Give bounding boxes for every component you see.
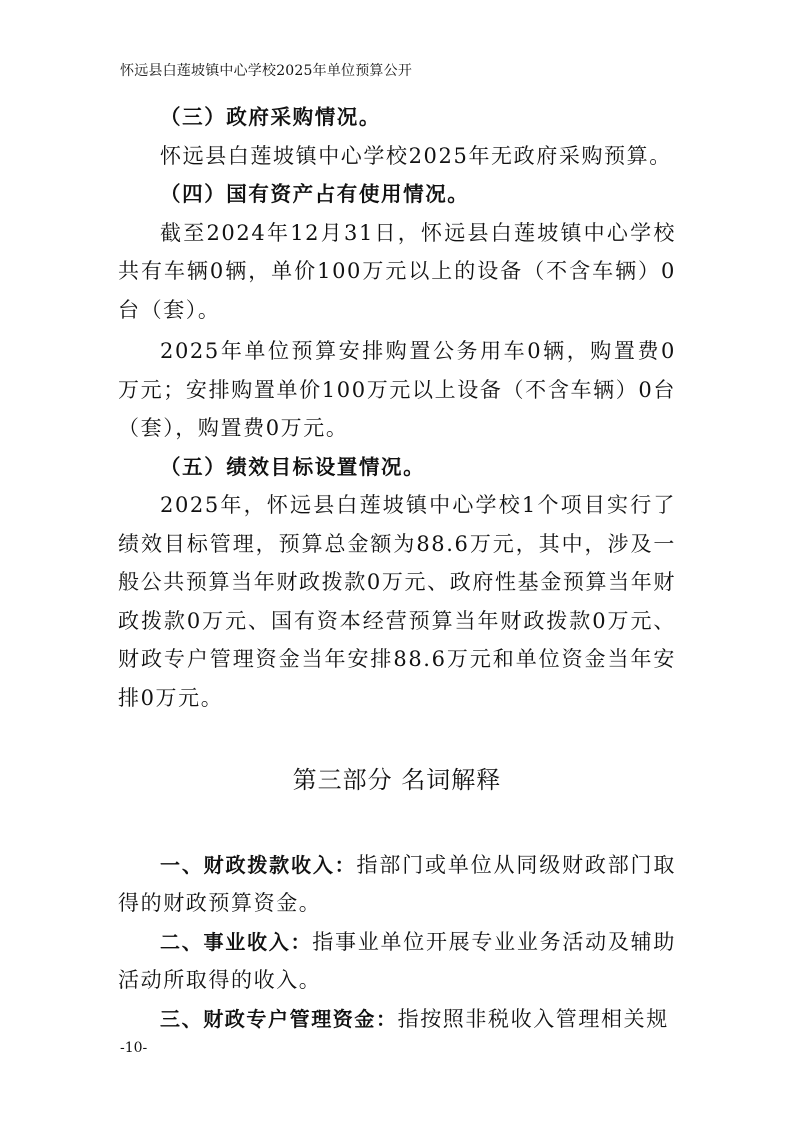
section-heading-assets: （四）国有资产占有使用情况。: [160, 182, 470, 206]
term-label: 三、财政专户管理资金：: [160, 1006, 398, 1031]
paragraph-assets-status: 截至2024年12月31日，怀远县白莲坡镇中心学校共有车辆0辆，单价100万元以上的设备（不含车辆）0台（套）。: [118, 220, 676, 322]
page-content: [118, 98, 676, 1038]
running-header: 怀远县白莲坡镇中心学校2025年单位预算公开: [120, 63, 413, 79]
section-heading-procurement: （三）政府采购情况。: [160, 105, 381, 129]
term-definition: 指按照非税收入管理相关规: [397, 1006, 669, 1031]
paragraph-assets-purchase: 2025年单位预算安排购置公务用车0辆，购置费0万元；安排购置单价100万元以上设备（不含车辆）0台（套），购置费0万元。: [118, 339, 676, 440]
term-definition-item: [118, 846, 676, 923]
term-label: 一、财政拨款收入：: [160, 852, 357, 877]
page-number: -10-: [120, 1040, 148, 1056]
term-definition-item: [118, 1000, 676, 1039]
paragraph-procurement: 怀远县白莲坡镇中心学校2025年无政府采购预算。: [160, 143, 672, 168]
term-definition: 指事业单位开展专业业务活动及辅助活动所取得的收入。: [118, 929, 676, 992]
term-definition-item: [118, 923, 676, 1000]
term-definition: 指部门或单位从同级财政部门取得的财政预算资金。: [118, 852, 676, 915]
paragraph-performance: 2025年，怀远县白莲坡镇中心学校1个项目实行了绩效目标管理，预算总金额为88.6万元，其中，涉及一般公共预算当年财政拨款0万元、政府性基金预算当年财政拨款0万元、国有资本经营预算当年财政拨款0万元、财政专户管理资金当年安排88.6万元和单位资金当年安排0万元。: [118, 493, 676, 710]
section-heading-performance: （五）绩效目标设置情况。: [160, 454, 426, 479]
part-title: 第三部分 名词解释: [292, 766, 502, 794]
term-label: 二、事业收入：: [160, 929, 313, 954]
